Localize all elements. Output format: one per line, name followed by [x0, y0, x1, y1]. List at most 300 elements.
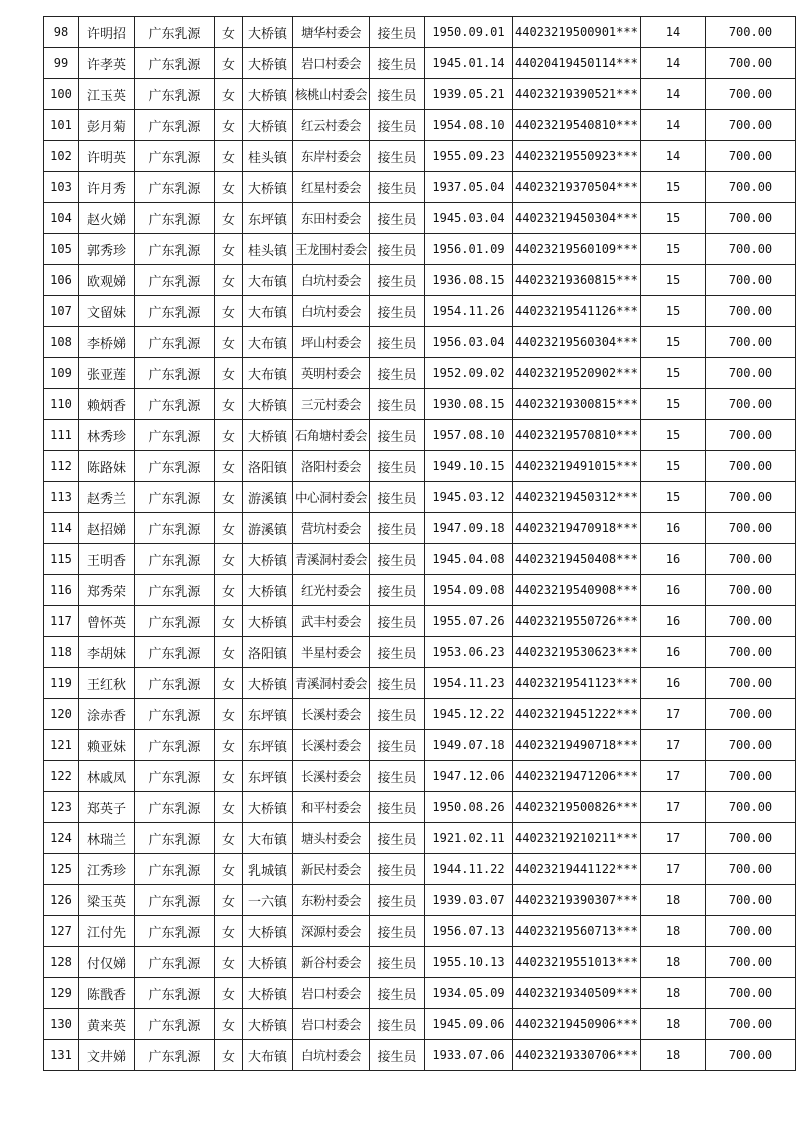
years-cell: 18 [641, 885, 706, 916]
id-number-cell: 44023219360815*** [513, 265, 641, 296]
years-cell: 15 [641, 482, 706, 513]
serial-number-cell: 112 [44, 451, 79, 482]
town-cell: 大桥镇 [243, 17, 293, 48]
table-row [44, 668, 796, 699]
origin-cell: 广东乳源 [135, 79, 215, 110]
town-cell: 大布镇 [243, 296, 293, 327]
serial-number-cell: 125 [44, 854, 79, 885]
birth-date-cell: 1949.07.18 [425, 730, 513, 761]
origin-cell: 广东乳源 [135, 203, 215, 234]
amount-cell: 700.00 [706, 482, 796, 513]
role-cell: 接生员 [370, 544, 425, 575]
town-cell: 洛阳镇 [243, 451, 293, 482]
amount-cell: 700.00 [706, 420, 796, 451]
village-committee-cell: 红云村委会 [293, 110, 370, 141]
amount-cell: 700.00 [706, 389, 796, 420]
id-number-cell: 44023219450906*** [513, 1009, 641, 1040]
village-committee-cell: 白坑村委会 [293, 296, 370, 327]
serial-number-cell: 129 [44, 978, 79, 1009]
amount-cell: 700.00 [706, 17, 796, 48]
birth-date-cell: 1944.11.22 [425, 854, 513, 885]
village-committee-cell: 核桃山村委会 [293, 79, 370, 110]
table-row [44, 575, 796, 606]
town-cell: 桂头镇 [243, 141, 293, 172]
years-cell: 16 [641, 544, 706, 575]
gender-cell: 女 [215, 823, 243, 854]
table-row [44, 916, 796, 947]
role-cell: 接生员 [370, 854, 425, 885]
name-cell: 张亚莲 [79, 358, 135, 389]
origin-cell: 广东乳源 [135, 730, 215, 761]
town-cell: 桂头镇 [243, 234, 293, 265]
serial-number-cell: 110 [44, 389, 79, 420]
birth-date-cell: 1956.01.09 [425, 234, 513, 265]
name-cell: 陈戬香 [79, 978, 135, 1009]
table-row [44, 451, 796, 482]
role-cell: 接生员 [370, 606, 425, 637]
id-number-cell: 44023219540908*** [513, 575, 641, 606]
serial-number-cell: 100 [44, 79, 79, 110]
town-cell: 大桥镇 [243, 48, 293, 79]
table-row [44, 358, 796, 389]
serial-number-cell: 104 [44, 203, 79, 234]
town-cell: 大桥镇 [243, 575, 293, 606]
role-cell: 接生员 [370, 265, 425, 296]
id-number-cell: 44020419450114*** [513, 48, 641, 79]
table-row [44, 699, 796, 730]
serial-number-cell: 131 [44, 1040, 79, 1071]
gender-cell: 女 [215, 699, 243, 730]
serial-number-cell: 124 [44, 823, 79, 854]
gender-cell: 女 [215, 482, 243, 513]
origin-cell: 广东乳源 [135, 110, 215, 141]
village-committee-cell: 岩口村委会 [293, 48, 370, 79]
name-cell: 郑英子 [79, 792, 135, 823]
id-number-cell: 44023219441122*** [513, 854, 641, 885]
serial-number-cell: 123 [44, 792, 79, 823]
origin-cell: 广东乳源 [135, 606, 215, 637]
origin-cell: 广东乳源 [135, 699, 215, 730]
town-cell: 大桥镇 [243, 947, 293, 978]
village-committee-cell: 长溪村委会 [293, 730, 370, 761]
serial-number-cell: 117 [44, 606, 79, 637]
village-committee-cell: 新谷村委会 [293, 947, 370, 978]
role-cell: 接生员 [370, 420, 425, 451]
name-cell: 付仅娣 [79, 947, 135, 978]
name-cell: 黄来英 [79, 1009, 135, 1040]
gender-cell: 女 [215, 389, 243, 420]
id-number-cell: 44023219530623*** [513, 637, 641, 668]
origin-cell: 广东乳源 [135, 1040, 215, 1071]
id-number-cell: 44023219470918*** [513, 513, 641, 544]
origin-cell: 广东乳源 [135, 637, 215, 668]
table-row [44, 823, 796, 854]
town-cell: 大布镇 [243, 358, 293, 389]
name-cell: 文留妹 [79, 296, 135, 327]
id-number-cell: 44023219490718*** [513, 730, 641, 761]
gender-cell: 女 [215, 544, 243, 575]
roster-sheet [43, 16, 795, 1071]
table-row [44, 978, 796, 1009]
amount-cell: 700.00 [706, 606, 796, 637]
amount-cell: 700.00 [706, 916, 796, 947]
years-cell: 15 [641, 389, 706, 420]
birth-date-cell: 1954.11.26 [425, 296, 513, 327]
years-cell: 16 [641, 668, 706, 699]
serial-number-cell: 101 [44, 110, 79, 141]
birth-date-cell: 1955.07.26 [425, 606, 513, 637]
birth-date-cell: 1947.09.18 [425, 513, 513, 544]
gender-cell: 女 [215, 234, 243, 265]
amount-cell: 700.00 [706, 451, 796, 482]
id-number-cell: 44023219560109*** [513, 234, 641, 265]
role-cell: 接生员 [370, 1009, 425, 1040]
table-row [44, 637, 796, 668]
birth-date-cell: 1950.09.01 [425, 17, 513, 48]
table-row [44, 234, 796, 265]
town-cell: 大桥镇 [243, 1009, 293, 1040]
id-number-cell: 44023219570810*** [513, 420, 641, 451]
years-cell: 15 [641, 420, 706, 451]
town-cell: 东坪镇 [243, 730, 293, 761]
amount-cell: 700.00 [706, 327, 796, 358]
years-cell: 18 [641, 1009, 706, 1040]
role-cell: 接生员 [370, 48, 425, 79]
gender-cell: 女 [215, 668, 243, 699]
serial-number-cell: 114 [44, 513, 79, 544]
table-row [44, 17, 796, 48]
town-cell: 大桥镇 [243, 544, 293, 575]
amount-cell: 700.00 [706, 854, 796, 885]
village-committee-cell: 长溪村委会 [293, 699, 370, 730]
origin-cell: 广东乳源 [135, 451, 215, 482]
serial-number-cell: 109 [44, 358, 79, 389]
birth-date-cell: 1954.11.23 [425, 668, 513, 699]
town-cell: 大桥镇 [243, 792, 293, 823]
role-cell: 接生员 [370, 885, 425, 916]
amount-cell: 700.00 [706, 730, 796, 761]
name-cell: 郑秀荣 [79, 575, 135, 606]
amount-cell: 700.00 [706, 513, 796, 544]
serial-number-cell: 108 [44, 327, 79, 358]
years-cell: 16 [641, 606, 706, 637]
table-row [44, 110, 796, 141]
origin-cell: 广东乳源 [135, 854, 215, 885]
village-committee-cell: 和平村委会 [293, 792, 370, 823]
table-row [44, 1040, 796, 1071]
serial-number-cell: 128 [44, 947, 79, 978]
role-cell: 接生员 [370, 792, 425, 823]
gender-cell: 女 [215, 110, 243, 141]
origin-cell: 广东乳源 [135, 420, 215, 451]
town-cell: 大布镇 [243, 1040, 293, 1071]
village-committee-cell: 东岸村委会 [293, 141, 370, 172]
name-cell: 许明招 [79, 17, 135, 48]
table-row [44, 544, 796, 575]
origin-cell: 广东乳源 [135, 296, 215, 327]
years-cell: 14 [641, 79, 706, 110]
name-cell: 梁玉英 [79, 885, 135, 916]
gender-cell: 女 [215, 327, 243, 358]
serial-number-cell: 111 [44, 420, 79, 451]
years-cell: 17 [641, 823, 706, 854]
birth-date-cell: 1956.03.04 [425, 327, 513, 358]
village-committee-cell: 青溪洞村委会 [293, 544, 370, 575]
town-cell: 大布镇 [243, 823, 293, 854]
birth-date-cell: 1945.04.08 [425, 544, 513, 575]
amount-cell: 700.00 [706, 48, 796, 79]
id-number-cell: 44023219450304*** [513, 203, 641, 234]
id-number-cell: 44023219330706*** [513, 1040, 641, 1071]
birth-date-cell: 1939.03.07 [425, 885, 513, 916]
amount-cell: 700.00 [706, 1040, 796, 1071]
name-cell: 陈路妹 [79, 451, 135, 482]
gender-cell: 女 [215, 575, 243, 606]
village-committee-cell: 王龙围村委会 [293, 234, 370, 265]
name-cell: 赵秀兰 [79, 482, 135, 513]
years-cell: 16 [641, 513, 706, 544]
id-number-cell: 44023219540810*** [513, 110, 641, 141]
id-number-cell: 44023219491015*** [513, 451, 641, 482]
gender-cell: 女 [215, 916, 243, 947]
amount-cell: 700.00 [706, 699, 796, 730]
table-row [44, 420, 796, 451]
years-cell: 17 [641, 699, 706, 730]
birth-date-cell: 1957.08.10 [425, 420, 513, 451]
roster-table [43, 16, 796, 1071]
origin-cell: 广东乳源 [135, 544, 215, 575]
birth-date-cell: 1921.02.11 [425, 823, 513, 854]
village-committee-cell: 塘头村委会 [293, 823, 370, 854]
years-cell: 15 [641, 451, 706, 482]
village-committee-cell: 红光村委会 [293, 575, 370, 606]
name-cell: 郭秀珍 [79, 234, 135, 265]
birth-date-cell: 1950.08.26 [425, 792, 513, 823]
town-cell: 游溪镇 [243, 482, 293, 513]
origin-cell: 广东乳源 [135, 668, 215, 699]
role-cell: 接生员 [370, 916, 425, 947]
town-cell: 大桥镇 [243, 978, 293, 1009]
village-committee-cell: 坪山村委会 [293, 327, 370, 358]
role-cell: 接生员 [370, 234, 425, 265]
serial-number-cell: 103 [44, 172, 79, 203]
serial-number-cell: 126 [44, 885, 79, 916]
amount-cell: 700.00 [706, 234, 796, 265]
id-number-cell: 44023219300815*** [513, 389, 641, 420]
gender-cell: 女 [215, 792, 243, 823]
id-number-cell: 44023219560713*** [513, 916, 641, 947]
name-cell: 李桥娣 [79, 327, 135, 358]
gender-cell: 女 [215, 358, 243, 389]
name-cell: 赵火娣 [79, 203, 135, 234]
years-cell: 14 [641, 48, 706, 79]
origin-cell: 广东乳源 [135, 48, 215, 79]
birth-date-cell: 1945.03.12 [425, 482, 513, 513]
serial-number-cell: 102 [44, 141, 79, 172]
amount-cell: 700.00 [706, 761, 796, 792]
name-cell: 江秀珍 [79, 854, 135, 885]
name-cell: 涂赤香 [79, 699, 135, 730]
id-number-cell: 44023219390521*** [513, 79, 641, 110]
role-cell: 接生员 [370, 141, 425, 172]
amount-cell: 700.00 [706, 172, 796, 203]
table-row [44, 79, 796, 110]
table-row [44, 513, 796, 544]
birth-date-cell: 1933.07.06 [425, 1040, 513, 1071]
origin-cell: 广东乳源 [135, 792, 215, 823]
name-cell: 王明香 [79, 544, 135, 575]
village-committee-cell: 石角塘村委会 [293, 420, 370, 451]
role-cell: 接生员 [370, 730, 425, 761]
id-number-cell: 44023219370504*** [513, 172, 641, 203]
years-cell: 15 [641, 203, 706, 234]
birth-date-cell: 1952.09.02 [425, 358, 513, 389]
village-committee-cell: 新民村委会 [293, 854, 370, 885]
village-committee-cell: 白坑村委会 [293, 1040, 370, 1071]
serial-number-cell: 116 [44, 575, 79, 606]
id-number-cell: 44023219541126*** [513, 296, 641, 327]
gender-cell: 女 [215, 203, 243, 234]
id-number-cell: 44023219550726*** [513, 606, 641, 637]
years-cell: 15 [641, 265, 706, 296]
table-row [44, 792, 796, 823]
serial-number-cell: 127 [44, 916, 79, 947]
years-cell: 15 [641, 172, 706, 203]
amount-cell: 700.00 [706, 265, 796, 296]
serial-number-cell: 106 [44, 265, 79, 296]
amount-cell: 700.00 [706, 141, 796, 172]
origin-cell: 广东乳源 [135, 17, 215, 48]
role-cell: 接生员 [370, 761, 425, 792]
amount-cell: 700.00 [706, 575, 796, 606]
gender-cell: 女 [215, 761, 243, 792]
table-row [44, 327, 796, 358]
amount-cell: 700.00 [706, 358, 796, 389]
serial-number-cell: 120 [44, 699, 79, 730]
gender-cell: 女 [215, 141, 243, 172]
town-cell: 大布镇 [243, 327, 293, 358]
table-row [44, 296, 796, 327]
table-row [44, 1009, 796, 1040]
birth-date-cell: 1947.12.06 [425, 761, 513, 792]
role-cell: 接生员 [370, 637, 425, 668]
serial-number-cell: 115 [44, 544, 79, 575]
origin-cell: 广东乳源 [135, 1009, 215, 1040]
name-cell: 赖亚妹 [79, 730, 135, 761]
town-cell: 大桥镇 [243, 606, 293, 637]
origin-cell: 广东乳源 [135, 234, 215, 265]
table-row [44, 885, 796, 916]
gender-cell: 女 [215, 265, 243, 296]
table-row [44, 606, 796, 637]
gender-cell: 女 [215, 48, 243, 79]
town-cell: 东坪镇 [243, 699, 293, 730]
role-cell: 接生员 [370, 17, 425, 48]
amount-cell: 700.00 [706, 296, 796, 327]
serial-number-cell: 119 [44, 668, 79, 699]
amount-cell: 700.00 [706, 792, 796, 823]
gender-cell: 女 [215, 420, 243, 451]
gender-cell: 女 [215, 947, 243, 978]
years-cell: 18 [641, 916, 706, 947]
town-cell: 一六镇 [243, 885, 293, 916]
role-cell: 接生员 [370, 947, 425, 978]
id-number-cell: 44023219390307*** [513, 885, 641, 916]
years-cell: 15 [641, 358, 706, 389]
name-cell: 林瑞兰 [79, 823, 135, 854]
birth-date-cell: 1945.03.04 [425, 203, 513, 234]
id-number-cell: 44023219500901*** [513, 17, 641, 48]
birth-date-cell: 1953.06.23 [425, 637, 513, 668]
id-number-cell: 44023219451222*** [513, 699, 641, 730]
name-cell: 林戚凤 [79, 761, 135, 792]
gender-cell: 女 [215, 513, 243, 544]
village-committee-cell: 岩口村委会 [293, 978, 370, 1009]
amount-cell: 700.00 [706, 637, 796, 668]
role-cell: 接生员 [370, 172, 425, 203]
name-cell: 欧观娣 [79, 265, 135, 296]
gender-cell: 女 [215, 172, 243, 203]
village-committee-cell: 青溪洞村委会 [293, 668, 370, 699]
role-cell: 接生员 [370, 513, 425, 544]
role-cell: 接生员 [370, 451, 425, 482]
birth-date-cell: 1954.08.10 [425, 110, 513, 141]
serial-number-cell: 113 [44, 482, 79, 513]
birth-date-cell: 1956.07.13 [425, 916, 513, 947]
serial-number-cell: 122 [44, 761, 79, 792]
table-row [44, 172, 796, 203]
gender-cell: 女 [215, 1009, 243, 1040]
role-cell: 接生员 [370, 296, 425, 327]
birth-date-cell: 1945.09.06 [425, 1009, 513, 1040]
role-cell: 接生员 [370, 327, 425, 358]
table-row [44, 265, 796, 296]
years-cell: 16 [641, 575, 706, 606]
years-cell: 15 [641, 327, 706, 358]
origin-cell: 广东乳源 [135, 172, 215, 203]
role-cell: 接生员 [370, 699, 425, 730]
role-cell: 接生员 [370, 823, 425, 854]
id-number-cell: 44023219500826*** [513, 792, 641, 823]
origin-cell: 广东乳源 [135, 389, 215, 420]
amount-cell: 700.00 [706, 544, 796, 575]
gender-cell: 女 [215, 1040, 243, 1071]
gender-cell: 女 [215, 637, 243, 668]
id-number-cell: 44023219560304*** [513, 327, 641, 358]
years-cell: 17 [641, 854, 706, 885]
id-number-cell: 44023219471206*** [513, 761, 641, 792]
gender-cell: 女 [215, 296, 243, 327]
gender-cell: 女 [215, 730, 243, 761]
birth-date-cell: 1955.09.23 [425, 141, 513, 172]
gender-cell: 女 [215, 606, 243, 637]
role-cell: 接生员 [370, 203, 425, 234]
village-committee-cell: 半星村委会 [293, 637, 370, 668]
name-cell: 许孝英 [79, 48, 135, 79]
village-committee-cell: 白坑村委会 [293, 265, 370, 296]
gender-cell: 女 [215, 451, 243, 482]
town-cell: 大桥镇 [243, 916, 293, 947]
birth-date-cell: 1939.05.21 [425, 79, 513, 110]
table-row [44, 203, 796, 234]
amount-cell: 700.00 [706, 203, 796, 234]
town-cell: 东坪镇 [243, 203, 293, 234]
name-cell: 赵招娣 [79, 513, 135, 544]
origin-cell: 广东乳源 [135, 823, 215, 854]
serial-number-cell: 118 [44, 637, 79, 668]
years-cell: 14 [641, 110, 706, 141]
id-number-cell: 44023219340509*** [513, 978, 641, 1009]
